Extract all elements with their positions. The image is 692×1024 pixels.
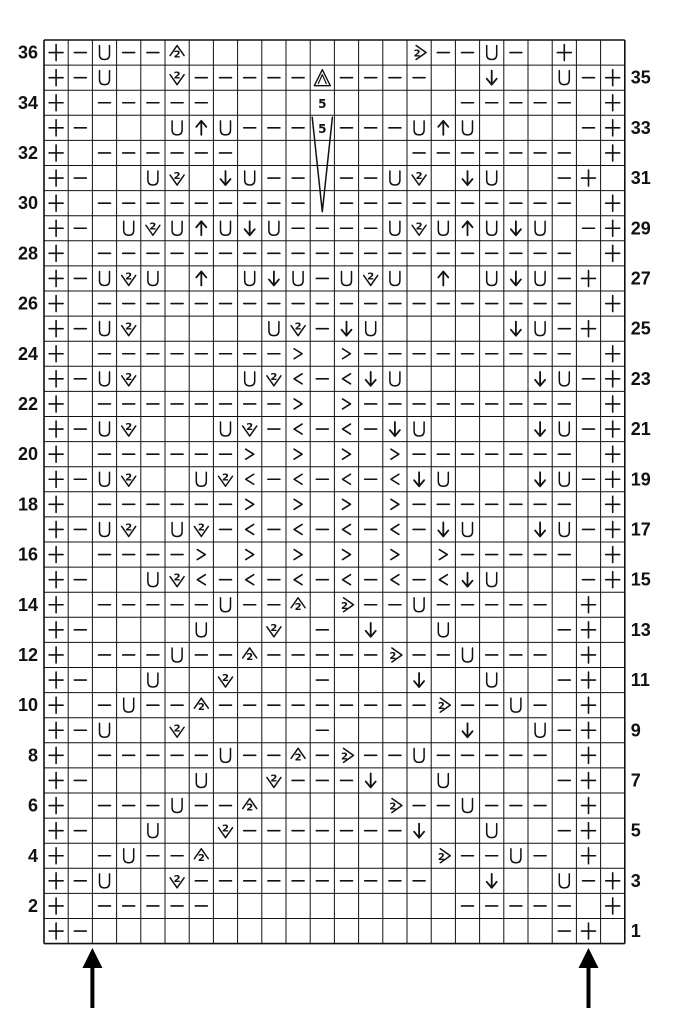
symbol-number: 2 <box>125 422 133 434</box>
row-label-right: 5 <box>630 820 641 841</box>
symbol-number: 2 <box>246 651 254 663</box>
row-label-right: 13 <box>630 619 651 640</box>
symbol-number: 2 <box>125 472 133 484</box>
row-label-right: 27 <box>630 268 651 289</box>
symbol-number: 2 <box>294 752 302 764</box>
row-label-right: 23 <box>630 368 651 389</box>
symbol-number: 2 <box>125 371 133 383</box>
symbol-number: 2 <box>149 221 157 233</box>
row-label-right: 11 <box>630 670 650 691</box>
row-label-left: 10 <box>17 695 38 716</box>
symbol-number: 2 <box>173 723 181 735</box>
symbol-number: 2 <box>270 773 278 785</box>
symbol-number: 2 <box>197 702 205 714</box>
row-label-right: 9 <box>630 720 641 741</box>
symbol-number: 2 <box>415 171 423 183</box>
row-label-left: 16 <box>17 544 38 565</box>
symbol-number: 2 <box>125 271 133 283</box>
symbol-number: 5 <box>318 96 327 111</box>
symbol-number: 2 <box>294 601 302 613</box>
row-label-left: 12 <box>17 644 38 665</box>
direction-arrows <box>82 948 598 1008</box>
symbol-number: 2 <box>341 751 348 763</box>
row-label-right: 29 <box>630 218 651 239</box>
symbol-number: 2 <box>173 49 181 61</box>
symbol-number: 2 <box>246 422 254 434</box>
stitch-cell <box>318 122 326 136</box>
symbol-number: 2 <box>222 472 229 484</box>
symbol-number: 5 <box>318 121 327 136</box>
row-label-left: 28 <box>17 243 38 264</box>
row-label-right: 33 <box>630 117 651 138</box>
symbol-number: 2 <box>197 852 205 864</box>
symbol-number: 2 <box>294 321 302 333</box>
row-label-left: 4 <box>27 845 38 866</box>
symbol-number: 2 <box>173 171 181 183</box>
row-label-right: 31 <box>630 168 651 189</box>
symbol-number: 2 <box>389 650 397 662</box>
row-label-left: 2 <box>27 895 38 916</box>
row-label-right: 19 <box>630 469 651 490</box>
up-arrow-icon <box>579 948 599 968</box>
row-label-left: 8 <box>27 745 38 766</box>
symbol-number: 2 <box>437 701 445 713</box>
row-label-left: 6 <box>27 795 38 816</box>
up-arrow-icon <box>82 948 102 968</box>
row-label-left: 36 <box>17 42 38 63</box>
row-label-right: 3 <box>630 870 641 891</box>
row-label-right: 7 <box>630 770 641 791</box>
stitch-cell <box>318 97 326 111</box>
symbol-number: 2 <box>125 522 133 534</box>
row-label-left: 26 <box>17 293 38 314</box>
row-label-right: 17 <box>630 519 651 540</box>
symbol-number: 2 <box>222 823 229 835</box>
symbol-number: 2 <box>246 802 254 814</box>
row-label-left: 34 <box>17 92 38 113</box>
row-label-left: 22 <box>17 393 38 414</box>
symbol-number: 2 <box>437 851 445 863</box>
symbol-number: 2 <box>125 321 133 333</box>
symbol-number: 2 <box>173 572 181 584</box>
symbol-number: 2 <box>173 70 181 82</box>
row-label-right: 15 <box>630 569 651 590</box>
symbol-number: 2 <box>197 522 205 534</box>
row-label-right: 1 <box>630 921 641 942</box>
symbol-number: 2 <box>415 221 423 233</box>
symbol-number: 2 <box>173 873 181 885</box>
symbol-number: 2 <box>413 48 421 60</box>
row-label-left: 14 <box>17 594 38 615</box>
row-label-left: 32 <box>17 142 38 163</box>
symbol-number: 2 <box>367 271 375 283</box>
row-label-left: 24 <box>17 343 38 364</box>
row-label-left: 18 <box>17 494 38 515</box>
symbol-number: 2 <box>270 371 278 383</box>
row-label-right: 21 <box>630 419 651 440</box>
symbol-number: 2 <box>222 673 229 685</box>
symbol-number: 2 <box>270 622 278 634</box>
row-label-right: 35 <box>630 67 651 88</box>
symbol-number: 2 <box>341 600 348 612</box>
row-label-left: 30 <box>17 193 38 214</box>
symbol-number: 2 <box>389 801 397 813</box>
row-label-right: 25 <box>630 318 651 339</box>
row-label-left: 20 <box>17 444 38 465</box>
